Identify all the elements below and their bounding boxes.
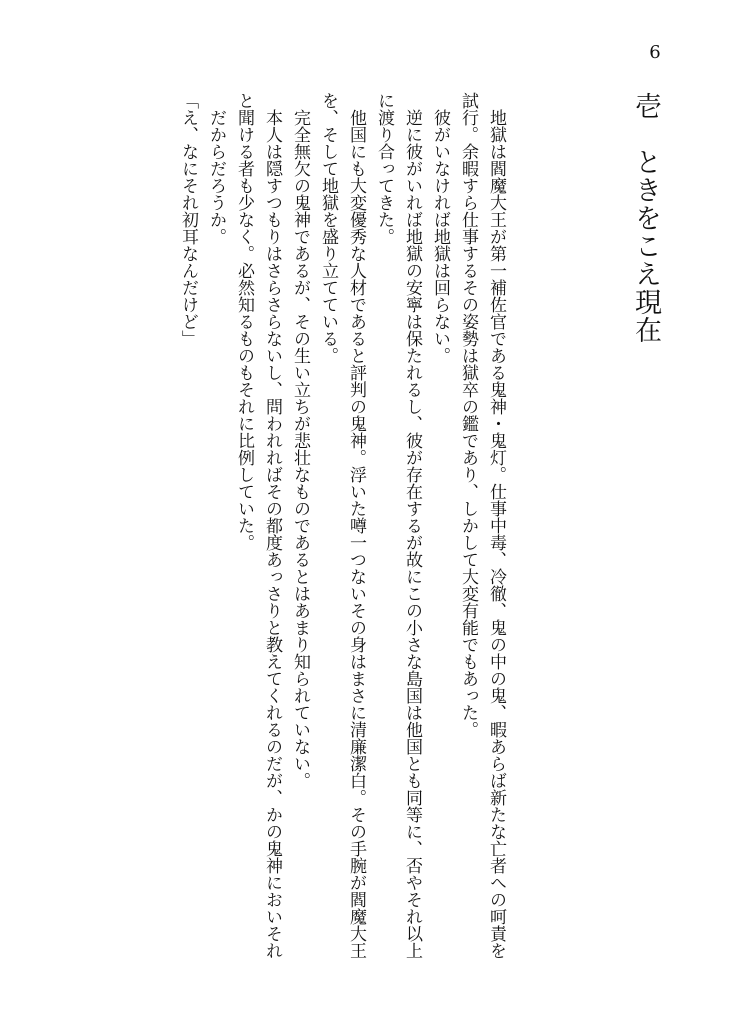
page-number: 6 — [649, 42, 661, 63]
body-text — [160, 92, 510, 972]
paragraph: 彼がいなければ地獄は回らない。 — [430, 109, 450, 364]
dialogue-line: 「え、なにそれ初耳なんだけど」 — [178, 92, 198, 347]
paragraph: 完全無欠の鬼神であるが、その生い立ちが悲壮なものであるとはあまり知られていない。 — [290, 109, 310, 789]
paragraph: 地獄は閻魔大王が第一補佐官である鬼神・鬼灯。仕事中毒、冷徹、鬼の中の鬼、暇あらば新たな亡者への呵責を試行。余暇すら仕事するその姿勢は獄卒の鑑であり、しかして大変有能でもあった。 — [458, 92, 506, 959]
paragraph: 逆に彼がいれば地獄の安寧は保たれるし、彼が存在するが故にこの小さな島国は他国とも同等に、否やそれ以上に渡り合ってきた。 — [374, 92, 422, 959]
chapter-title: 壱 ときをこえ現在 — [630, 92, 661, 344]
paragraph: 本人は隠すつもりはさらさらないし、問われればその都度あっさりと教えてくれるのだが、かの鬼神においそれと聞ける者も少なく。必然知るものもそれに比例していた。 — [234, 92, 282, 959]
paragraph: だからだろうか。 — [206, 109, 226, 245]
paragraph: 他国にも大変優秀な人材であると評判の鬼神。浮いた噂一つないその身はまさに清廉潔白。その手腕が閻魔大王を、そして地獄を盛り立てている。 — [318, 92, 366, 959]
